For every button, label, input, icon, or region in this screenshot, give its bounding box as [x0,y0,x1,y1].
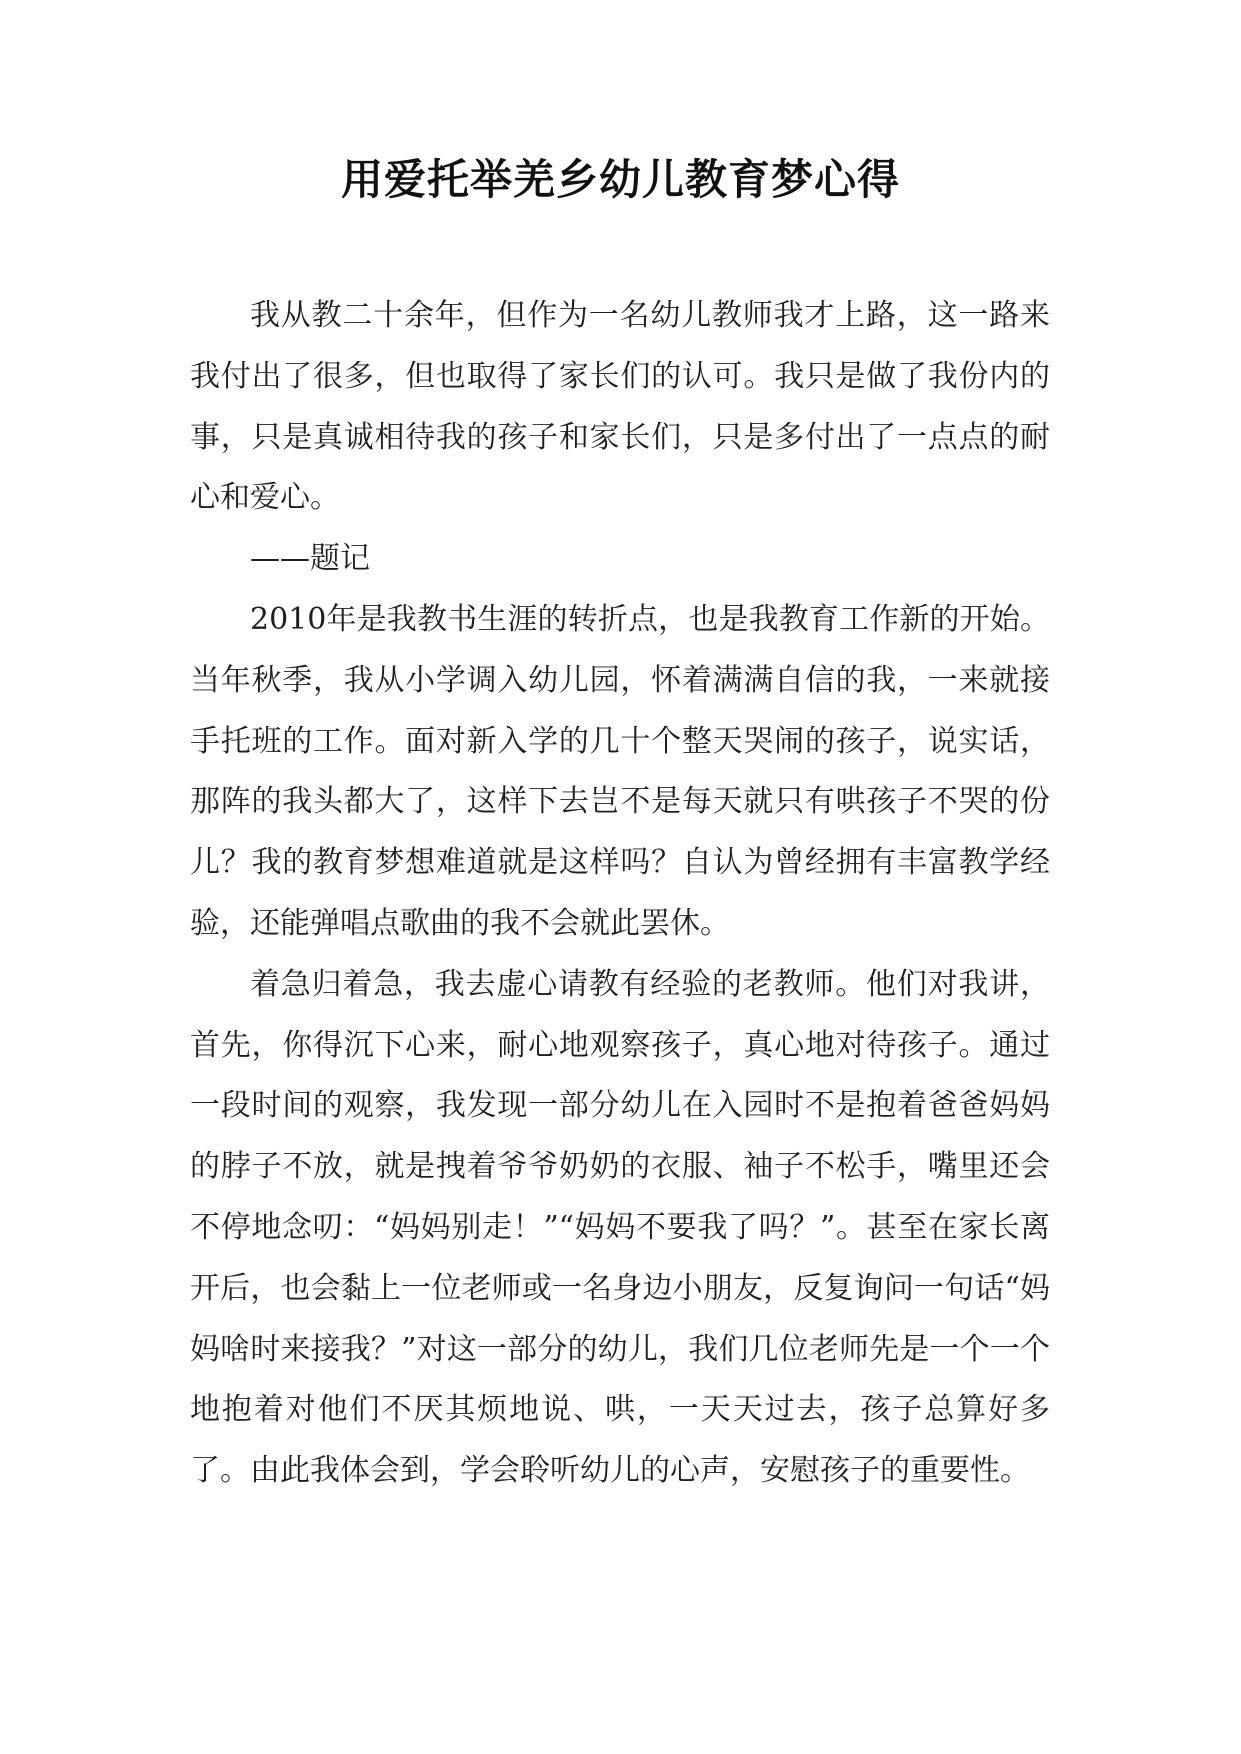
body-paragraph-1: 2010年是我教书生涯的转折点，也是我教育工作新的开始。当年秋季，我从小学调入幼儿园，怀着满满自信的我，一来就接手托班的工作。面对新入学的几十个整天哭闹的孩子，说实话，那阵的我头都大了，这样下去岂不是每天就只有哄孩子不哭的份儿？我的教育梦想难道就是这样吗？自认为曾经拥有丰富教学经验，还能弹唱点歌曲的我不会就此罢休。 [190,601,1050,941]
epigraph-signature: ——题记 [250,541,370,577]
epigraph-paragraph: 我从教二十余年，但作为一名幼儿教师我才上路，这一路来我付出了很多，但也取得了家长们的认可。我只是做了我份内的事，只是真诚相待我的孩子和家长们，只是多付出了一点点的耐心和爱心。 [190,298,1050,516]
body-paragraph-2: 着急归着急，我去虚心请教有经验的老教师。他们对我讲，首先，你得沉下心来，耐心地观察孩子，真心地对待孩子。通过一段时间的观察，我发现一部分幼儿在入园时不是抱着爸爸妈妈的脖子不放，就是拽着爷爷奶奶的衣服、袖子不松手，嘴里还会不停地念叨：“妈妈别走！”“妈妈不要我了吗？”。甚至在家长离开后，也会黏上一位老师或一名身边小朋友，反复询问一句话“妈妈啥时来接我？”对这一部分的幼儿，我们几位老师先是一个一个地抱着对他们不厌其烦地说、哄，一天天过去，孩子总算好多了。由此我体会到，学会聆听幼儿的心声，安慰孩子的重要性。 [190,966,1050,1489]
document-body [190,286,1050,1502]
document-title: 用爱托举羌乡幼儿教育梦心得 [340,155,900,204]
